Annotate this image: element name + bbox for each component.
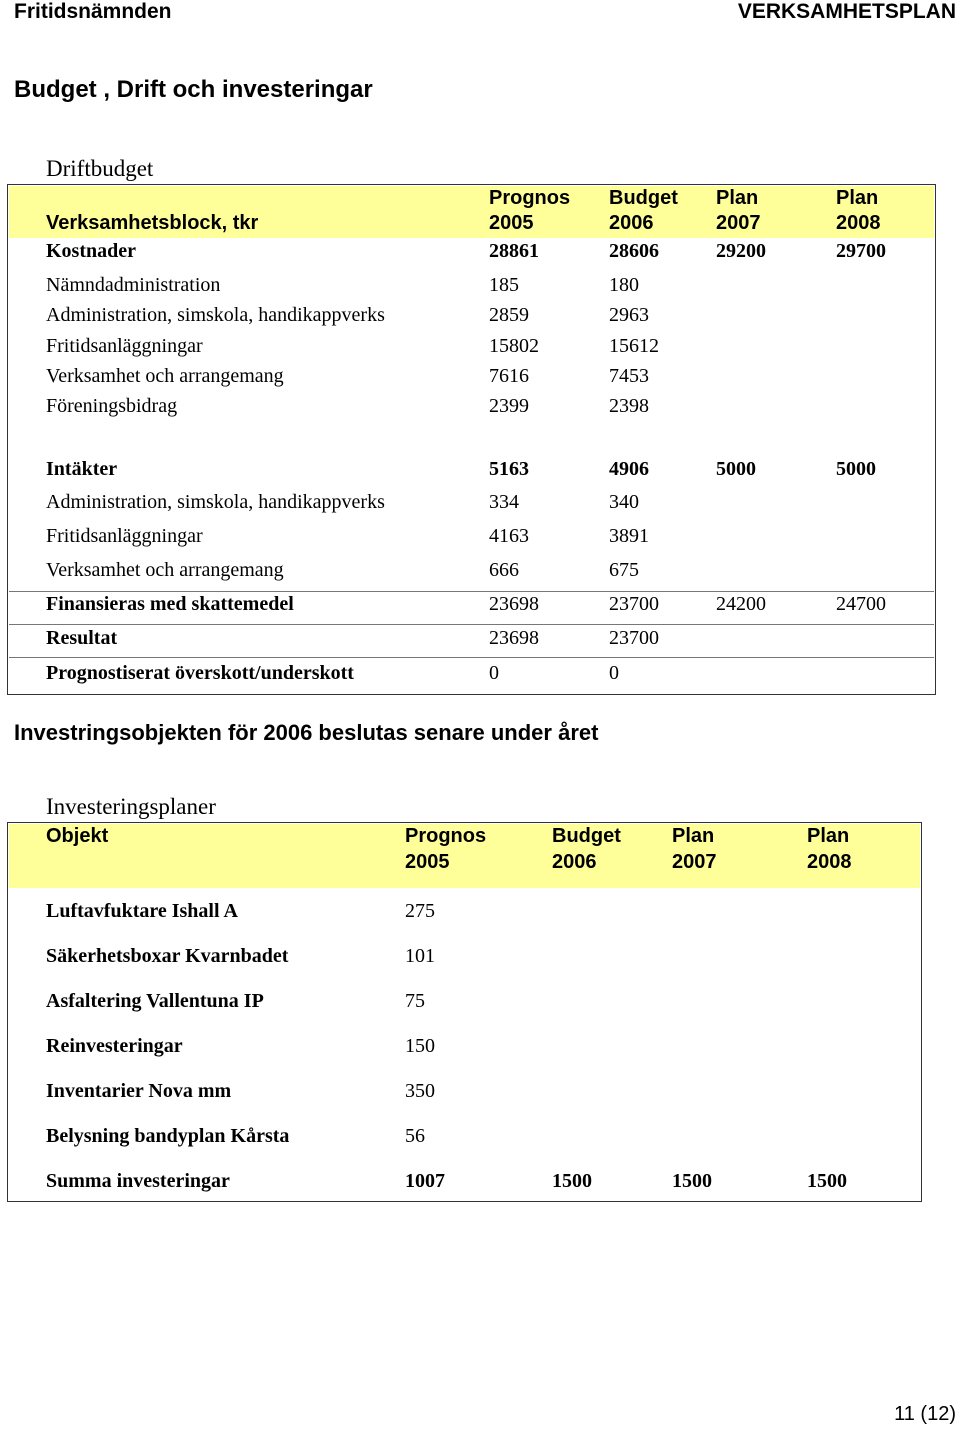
row-divider — [9, 624, 934, 625]
drift-row-label: Resultat — [46, 627, 118, 649]
drift-cell-budget: 4906 — [609, 458, 649, 480]
investeringsplaner-title: Investeringsplaner — [46, 794, 216, 819]
drift-cell-budget: 23700 — [609, 593, 659, 615]
drift-cell-plan2007: 29200 — [716, 240, 766, 262]
column-header-plan-2008-line1: Plan — [807, 825, 850, 847]
invest-row-label: Inventarier Nova mm — [46, 1080, 232, 1102]
drift-cell-prognos: 2399 — [489, 395, 529, 417]
drift-row-label: Fritidsanläggningar — [46, 525, 203, 547]
drift-cell-budget: 15612 — [609, 335, 659, 357]
invest-row-label: Summa investeringar — [46, 1170, 230, 1192]
invest-cell-prognos: 56 — [405, 1125, 425, 1147]
drift-row-label: Administration, simskola, handikappverks — [46, 491, 385, 513]
drift-row-label: Fritidsanläggningar — [46, 335, 203, 357]
drift-cell-budget: 340 — [609, 491, 639, 513]
drift-row-label: Intäkter — [46, 458, 118, 480]
drift-cell-prognos: 28861 — [489, 240, 539, 262]
invest-cell-prognos: 101 — [405, 945, 435, 967]
drift-row-label: Prognostiserat överskott/underskott — [46, 662, 354, 684]
drift-cell-budget: 0 — [609, 662, 619, 684]
column-header-budget-2006-line1: Budget — [609, 187, 678, 209]
drift-row-label: Administration, simskola, handikappverks — [46, 304, 385, 326]
invest-cell-prognos: 350 — [405, 1080, 435, 1102]
drift-cell-budget: 3891 — [609, 525, 649, 547]
drift-cell-prognos: 15802 — [489, 335, 539, 357]
invest-cell-prognos: 1007 — [405, 1170, 445, 1192]
invest-row-label: Asfaltering Vallentuna IP — [46, 990, 264, 1012]
drift-cell-prognos: 23698 — [489, 627, 539, 649]
column-header-prognos-2005-line1: Prognos — [405, 825, 487, 847]
column-header-budget-2006-line2: 2006 — [609, 212, 654, 234]
column-header-plan-2008-line1: Plan — [836, 187, 879, 209]
drift-cell-budget: 675 — [609, 559, 639, 581]
drift-cell-budget: 7453 — [609, 365, 649, 387]
drift-cell-budget: 28606 — [609, 240, 659, 262]
drift-row-label: Verksamhet och arrangemang — [46, 559, 284, 581]
row-divider — [9, 591, 934, 592]
invest-row-label: Belysning bandyplan Kårsta — [46, 1125, 290, 1147]
drift-cell-plan2008: 5000 — [836, 458, 876, 480]
drift-row-label: Finansieras med skattemedel — [46, 593, 294, 615]
drift-cell-prognos: 4163 — [489, 525, 529, 547]
header-document-type: VERKSAMHETSPLAN — [737, 0, 956, 23]
drift-cell-prognos: 185 — [489, 274, 519, 296]
invest-cell-prognos: 150 — [405, 1035, 435, 1057]
driftbudget-table — [7, 184, 936, 695]
drift-row-label: Verksamhet och arrangemang — [46, 365, 284, 387]
drift-cell-prognos: 7616 — [489, 365, 529, 387]
column-header-verksamhetsblock-line2: Verksamhetsblock, tkr — [46, 212, 259, 234]
drift-cell-prognos: 23698 — [489, 593, 539, 615]
drift-row-label: Föreningsbidrag — [46, 395, 178, 417]
header-department: Fritidsnämnden — [14, 0, 172, 23]
column-header-plan-2007-line2: 2007 — [716, 212, 761, 234]
driftbudget-title: Driftbudget — [46, 156, 154, 181]
drift-cell-prognos: 334 — [489, 491, 519, 513]
drift-cell-plan2007: 5000 — [716, 458, 756, 480]
column-header-plan-2007-line2: 2007 — [672, 851, 717, 873]
column-header-budget-2006-line2: 2006 — [552, 851, 597, 873]
drift-cell-prognos: 666 — [489, 559, 519, 581]
invest-cell-prognos: 75 — [405, 990, 425, 1012]
invest-row-label: Säkerhetsboxar Kvarnbadet — [46, 945, 289, 967]
investment-note: Investringsobjekten för 2006 beslutas senare under året — [14, 720, 599, 745]
column-header-prognos-2005-line1: Prognos — [489, 187, 571, 209]
drift-cell-plan2008: 24700 — [836, 593, 886, 615]
invest-cell-plan2007: 1500 — [672, 1170, 712, 1192]
drift-cell-budget: 2963 — [609, 304, 649, 326]
column-header-prognos-2005-line2: 2005 — [489, 212, 534, 234]
invest-row-label: Luftavfuktare Ishall A — [46, 900, 238, 922]
invest-cell-plan2008: 1500 — [807, 1170, 847, 1192]
row-divider — [9, 657, 934, 658]
column-header-plan-2007-line1: Plan — [716, 187, 759, 209]
drift-cell-prognos: 2859 — [489, 304, 529, 326]
invest-cell-budget: 1500 — [552, 1170, 592, 1192]
column-header-prognos-2005-line2: 2005 — [405, 851, 450, 873]
invest-row-label: Reinvesteringar — [46, 1035, 183, 1057]
column-header-objekt-line1: Objekt — [46, 825, 109, 847]
invest-cell-prognos: 275 — [405, 900, 435, 922]
column-header-budget-2006-line1: Budget — [552, 825, 621, 847]
drift-cell-budget: 2398 — [609, 395, 649, 417]
drift-cell-plan2008: 29700 — [836, 240, 886, 262]
page-title: Budget , Drift och investeringar — [14, 76, 373, 103]
page-number: 11 (12) — [894, 1403, 956, 1425]
drift-cell-budget: 180 — [609, 274, 639, 296]
drift-cell-prognos: 0 — [489, 662, 499, 684]
column-header-plan-2008-line2: 2008 — [807, 851, 852, 873]
column-header-plan-2008-line2: 2008 — [836, 212, 881, 234]
drift-cell-plan2007: 24200 — [716, 593, 766, 615]
drift-row-label: Nämndadministration — [46, 274, 221, 296]
column-header-plan-2007-line1: Plan — [672, 825, 715, 847]
drift-cell-budget: 23700 — [609, 627, 659, 649]
drift-row-label: Kostnader — [46, 240, 136, 262]
drift-cell-prognos: 5163 — [489, 458, 529, 480]
